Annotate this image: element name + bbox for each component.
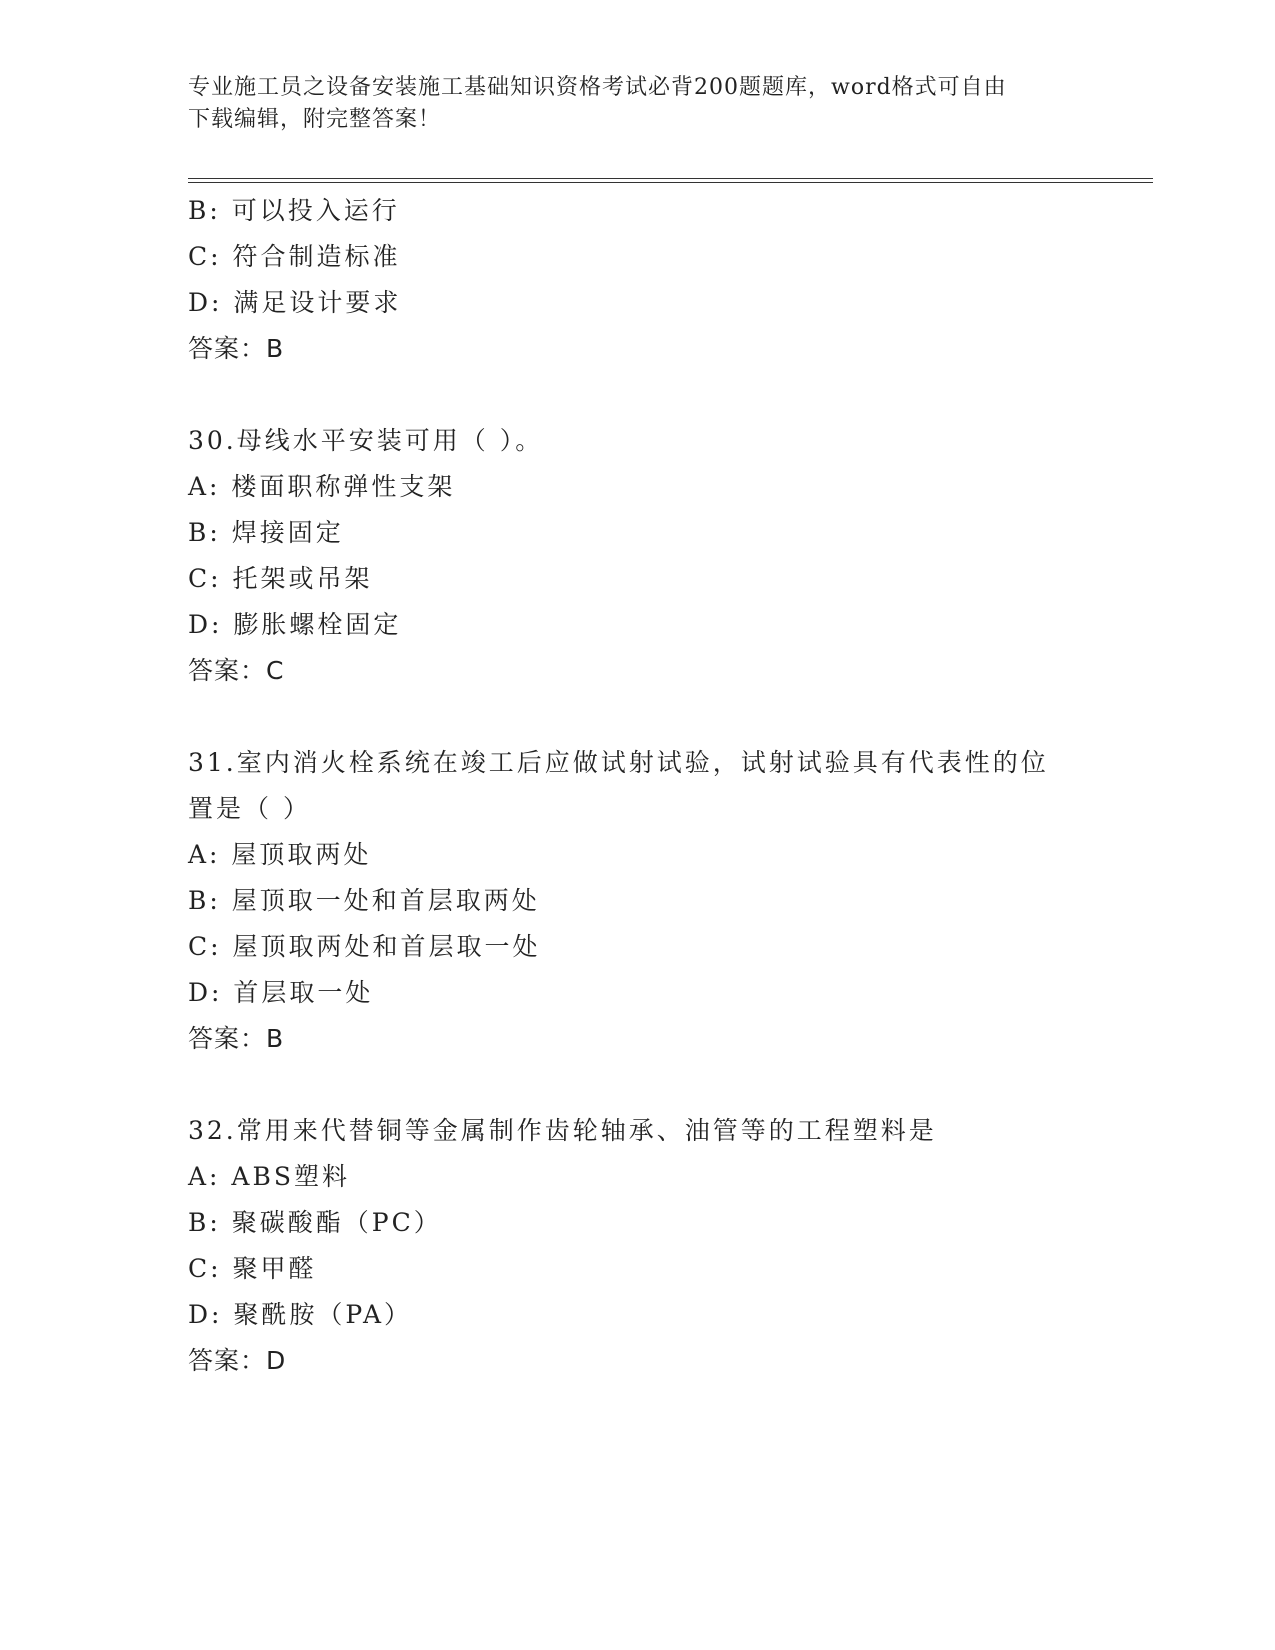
question-32 [188, 1108, 1088, 1384]
option-b: B: 屋顶取一处和首层取两处 [188, 886, 540, 915]
header-rule-bottom [188, 182, 1153, 183]
question-prev [188, 188, 1088, 372]
document-header [188, 72, 1088, 136]
question-text: 32.常用来代替铜等金属制作齿轮轴承、油管等的工程塑料是 [188, 1116, 937, 1145]
option-d: D: 首层取一处 [188, 978, 374, 1007]
answer-line: 答案：D [188, 1346, 287, 1375]
question-list [188, 188, 1088, 1384]
option-a: A: 楼面职称弹性支架 [188, 472, 456, 501]
spacer [188, 694, 1088, 740]
option-c: C: 符合制造标准 [188, 242, 401, 271]
header-line-1: 专业施工员之设备安装施工基础知识资格考试必背200题题库，word格式可自由 [188, 75, 1007, 100]
option-c: C: 屋顶取两处和首层取一处 [188, 932, 541, 961]
option-a: A: 屋顶取两处 [188, 840, 372, 869]
option-d: D: 满足设计要求 [188, 288, 402, 317]
answer-line: 答案：B [188, 334, 285, 363]
spacer [188, 372, 1088, 418]
header-rule-top [188, 178, 1153, 179]
option-c: C: 聚甲醛 [188, 1254, 317, 1283]
option-b: B: 焊接固定 [188, 518, 344, 547]
question-text: 30.母线水平安装可用（ ）。 [188, 426, 544, 455]
question-text-line-1: 31.室内消火栓系统在竣工后应做试射试验，试射试验具有代表性的位 [188, 748, 1049, 777]
header-line-2: 下载编辑，附完整答案！ [188, 107, 442, 132]
option-c: C: 托架或吊架 [188, 564, 373, 593]
answer-line: 答案：C [188, 656, 285, 685]
spacer [188, 1062, 1088, 1108]
question-31 [188, 740, 1088, 1062]
answer-line: 答案：B [188, 1024, 285, 1053]
option-a: A: ABS塑料 [188, 1162, 350, 1191]
option-d: D: 聚酰胺（PA） [188, 1300, 412, 1329]
option-d: D: 膨胀螺栓固定 [188, 610, 402, 639]
question-30 [188, 418, 1088, 694]
option-b: B: 可以投入运行 [188, 196, 400, 225]
question-text-line-2: 置是（ ） [188, 794, 311, 823]
option-b: B: 聚碳酸酯（PC） [188, 1208, 442, 1237]
